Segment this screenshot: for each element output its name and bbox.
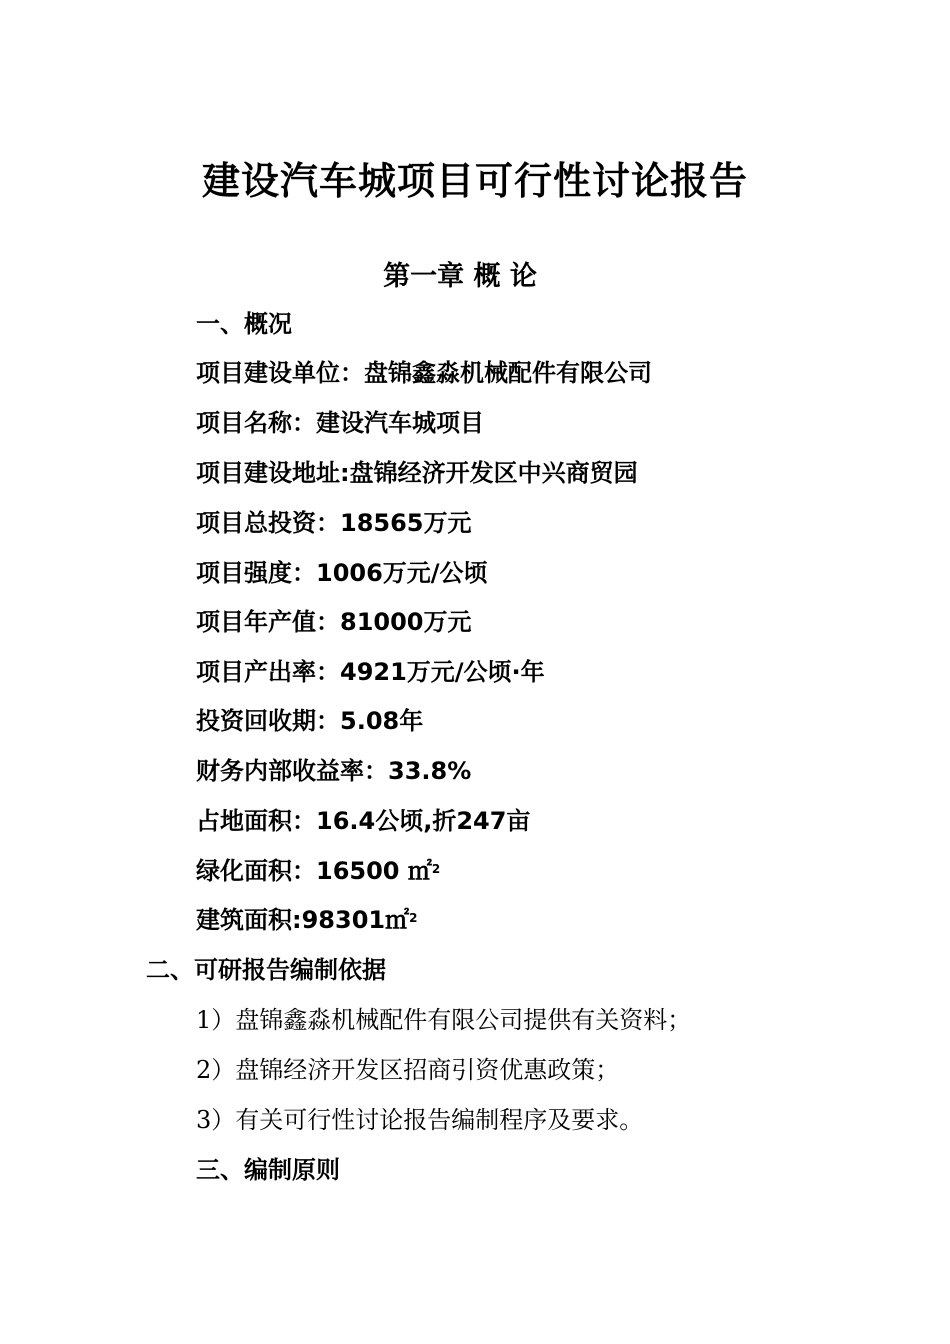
info-line: 项目名称：建设汽车城项目 bbox=[196, 409, 484, 437]
building-area-sup: 2 bbox=[409, 911, 418, 925]
chapter-heading: 第一章 概 论 bbox=[383, 261, 537, 292]
green-area-line bbox=[196, 855, 440, 887]
section-heading-overview: 一、概况 bbox=[196, 310, 292, 338]
basis-item: 1）盘锦鑫淼机械配件有限公司提供有关资料； bbox=[196, 1006, 692, 1034]
document-title: 建设汽车城项目可行性讨论报告 bbox=[201, 159, 748, 203]
building-area-line bbox=[196, 904, 417, 936]
info-line: 投资回收期：5.08年 bbox=[196, 707, 424, 735]
basis-item: 2）盘锦经济开发区招商引资优惠政策； bbox=[196, 1056, 620, 1084]
green-area-sup: 2 bbox=[431, 862, 441, 876]
info-line: 项目强度：1006万元/公顷 bbox=[196, 559, 488, 587]
section-heading-basis: 二、可研报告编制依据 bbox=[146, 956, 386, 984]
info-line: 项目建设单位：盘锦鑫淼机械配件有限公司 bbox=[196, 359, 652, 387]
info-line: 项目总投资：18565万元 bbox=[196, 509, 472, 537]
green-area-label: 绿化面积：16500 ㎡ bbox=[196, 857, 432, 885]
info-line: 项目年产值：81000万元 bbox=[196, 608, 472, 636]
info-line: 财务内部收益率：33.8% bbox=[196, 757, 472, 785]
building-area-label: 建筑面积:98301㎡ bbox=[196, 906, 410, 934]
info-line: 占地面积：16.4公顷,折247亩 bbox=[196, 807, 531, 835]
section-heading-principles: 三、编制原则 bbox=[196, 1156, 340, 1184]
basis-item: 3）有关可行性讨论报告编制程序及要求。 bbox=[196, 1106, 644, 1134]
info-line: 项目产出率：4921万元/公顷·年 bbox=[196, 658, 545, 686]
info-line: 项目建设地址:盘锦经济开发区中兴商贸园 bbox=[196, 459, 638, 487]
